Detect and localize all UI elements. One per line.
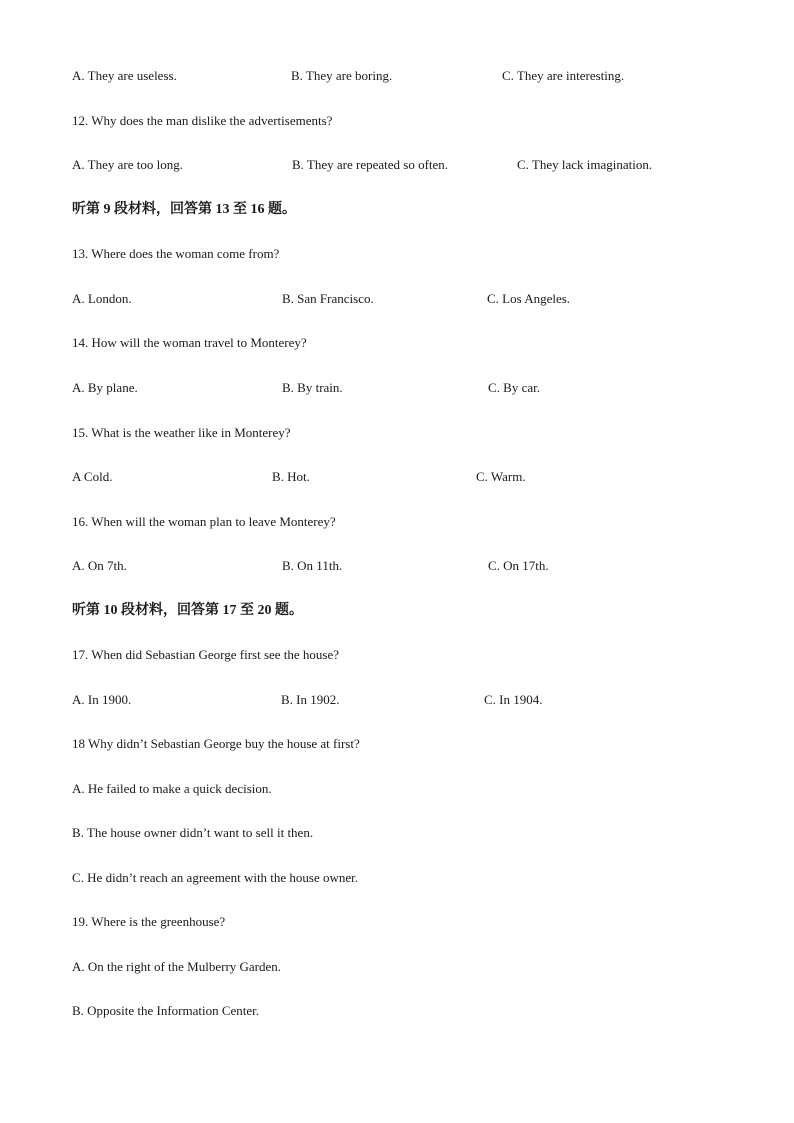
q19-option-a-line	[0, 957, 794, 977]
q12-options	[0, 155, 794, 175]
q11-option-c: C. They are interesting.	[502, 68, 625, 83]
q17-option-a: A. In 1900.	[72, 692, 132, 707]
q13-option-c: C. Los Angeles.	[487, 291, 571, 306]
q12-option-b: B. They are repeated so often.	[292, 157, 449, 172]
q12-question-line	[0, 111, 794, 131]
q16-option-a: A. On 7th.	[72, 558, 127, 573]
q14-option-b: B. By train.	[282, 380, 343, 395]
q13-question: 13. Where does the woman come from?	[72, 246, 280, 261]
q12-option-c: C. They lack imagination.	[517, 157, 653, 172]
section-9-heading: 听第 9 段材料，回答第 13 至 16 题。	[72, 202, 296, 217]
q16-options	[0, 556, 794, 576]
q15-question: 15. What is the weather like in Monterey?	[72, 425, 291, 440]
q14-option-a: A. By plane.	[72, 380, 138, 395]
section-10-heading: 听第 10 段材料，回答第 17 至 20 题。	[72, 603, 303, 618]
section-10-line	[0, 601, 794, 621]
q16-question-line	[0, 512, 794, 532]
q12-question: 12. Why does the man dislike the advertisements?	[72, 113, 333, 128]
q18-question-line	[0, 734, 794, 754]
q17-options	[0, 690, 794, 710]
q14-options	[0, 378, 794, 398]
q17-question: 17. When did Sebastian George first see the house?	[72, 647, 340, 662]
q15-options	[0, 467, 794, 487]
q13-options	[0, 289, 794, 309]
q17-option-c: C. In 1904.	[484, 692, 543, 707]
q13-question-line	[0, 244, 794, 264]
q19-question: 19. Where is the greenhouse?	[72, 914, 226, 929]
q11-option-a: A. They are useless.	[72, 68, 177, 83]
q15-option-c: C. Warm.	[476, 469, 526, 484]
q12-option-a: A. They are too long.	[72, 157, 183, 172]
q19-question-line	[0, 912, 794, 932]
q15-question-line	[0, 423, 794, 443]
q14-question-line	[0, 333, 794, 353]
q13-option-a: A. London.	[72, 291, 132, 306]
q16-option-b: B. On 11th.	[282, 558, 343, 573]
q17-question-line	[0, 645, 794, 665]
q19-option-a: A. On the right of the Mulberry Garden.	[72, 959, 282, 974]
q18-option-a: A. He failed to make a quick decision.	[72, 781, 272, 796]
q18-option-b: B. The house owner didn’t want to sell it then.	[72, 825, 314, 840]
q18-option-c-line	[0, 868, 794, 888]
q18-question: 18 Why didn’t Sebastian George buy the house at first?	[72, 736, 360, 751]
q11-options	[0, 66, 794, 86]
q18-option-c: C. He didn’t reach an agreement with the house owner.	[72, 870, 359, 885]
q15-option-b: B. Hot.	[272, 469, 310, 484]
q15-option-a: A Cold.	[72, 469, 113, 484]
q16-question: 16. When will the woman plan to leave Monterey?	[72, 514, 336, 529]
q13-option-b: B. San Francisco.	[282, 291, 374, 306]
q19-option-b-line	[0, 1001, 794, 1021]
q17-option-b: B. In 1902.	[281, 692, 340, 707]
section-9-line	[0, 200, 794, 220]
q14-question: 14. How will the woman travel to Monterey?	[72, 335, 307, 350]
q16-option-c: C. On 17th.	[488, 558, 549, 573]
q18-option-a-line	[0, 779, 794, 799]
q19-option-b: B. Opposite the Information Center.	[72, 1003, 260, 1018]
q14-option-c: C. By car.	[488, 380, 540, 395]
q18-option-b-line	[0, 823, 794, 843]
q11-option-b: B. They are boring.	[291, 68, 393, 83]
